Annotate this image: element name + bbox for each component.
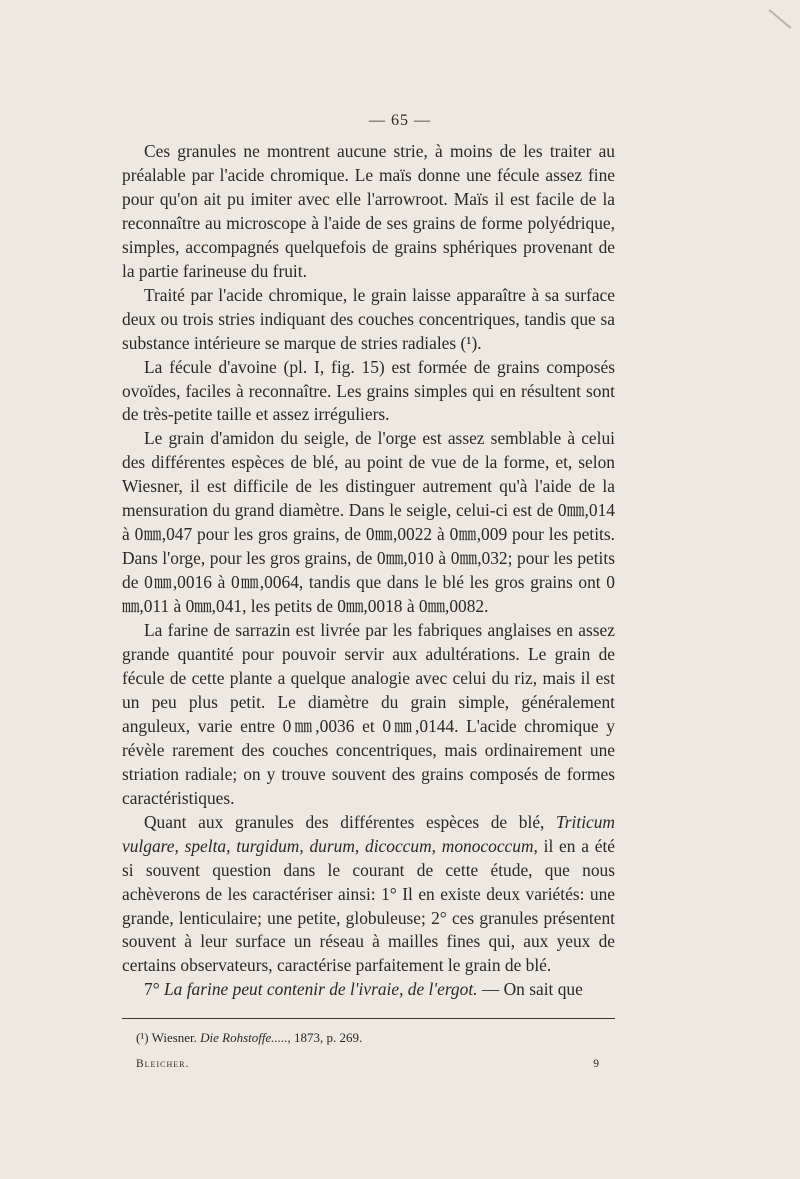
section-title: La farine peut contenir de l'ivraie, de l'ergot. [164,979,478,1000]
body-text [122,140,615,1002]
page-number: — 65 — [369,112,431,129]
species-names: Triticum vulgare, spelta, turgidum, durum, dicoccum, monococcum, [122,811,615,856]
footnote-author: Wiesner. [148,1030,201,1045]
signature-name: Bleicher. [136,1058,190,1070]
footnote-details: , 1873, p. 269. [287,1030,363,1045]
paragraph-7 [122,978,615,1002]
footnote-work: Die Rohstoffe..... [200,1030,288,1045]
section-number: 7° [144,979,160,1000]
paragraph-6 [122,811,615,979]
paragraph-6-rest: il en a été si souvent question dans le courant de cette étude, que nous achèverons de les caractériser ainsi: 1° Il en existe deux variétés: une grande, lenticulaire; une petite, globuleuse; 2° ces granules présentent souvent à leur surface un réseau à mailles fines qui, aux yeux de certains observateurs, caractérise parfaitement le grain de blé. [122,835,615,976]
paragraph-2: Traité par l'acide chromique, le grain laisse apparaître à sa surface deux ou trois stries indiquant des couches concentriques, tandis que sa substance intérieure se marque de stries radiales (¹). [122,284,615,353]
footnote-divider [122,1018,615,1019]
footnote-marker: (¹) [136,1030,149,1045]
printer-signature [136,1058,600,1070]
signature-sheet-number: 9 [593,1058,600,1070]
paragraph-5: La farine de sarrazin est livrée par les fabriques anglaises en assez grande quantité pour pouvoir servir aux adultérations. Le grain de fécule de cette plante a quelque analogie avec celui du riz, mais il est un peu plus petit. Le diamètre du grain simple, généralement anguleux, varie entre 0㎜,0036 et 0㎜,0144. L'acide chromique y révèle rarement des couches concentriques, mais ordinairement une striation radiale; on y trouve souvent des grains composés de formes caractéristiques. [122,620,615,808]
paragraph-4: Le grain d'amidon du seigle, de l'orge est assez semblable à celui des différentes espèces de blé, au point de vue de la forme, et, selon Wiesner, il est difficile de les distinguer autrement qu'à l'aide de la mensuration du grand diamètre. Dans le seigle, celui-ci est de 0㎜,014 à 0㎜,047 pour les gros grains, de 0㎜,0022 à 0㎜,009 pour les petits. Dans l'orge, pour les gros grains, de 0㎜,010 à 0㎜,032; pour les petits de 0㎜,0016 à 0㎜,0064, tandis que dans le blé les gros grains ont 0㎜,011 à 0㎜,041, les petits de 0㎜,0018 à 0㎜,0082. [122,428,615,617]
footnote [136,1030,596,1046]
paragraph-6-intro: Quant aux granules des différentes espèces de blé, [144,811,557,832]
paragraph-7-rest: — On sait que [477,979,583,1000]
paragraph-1: Ces granules ne montrent aucune strie, à moins de les traiter au préalable par l'acide chromique. Le maïs donne une fécule assez fine pour qu'on ait pu imiter avec elle l'arrowroot. Maïs il est facile de la reconnaître au microscope à l'aide de ses grains de forme polyédrique, simples, accompagnés quelquefois de grains sphériques provenant de la partie farineuse du fruit. [122,141,615,281]
page-corner-mark [769,9,792,29]
paragraph-3: La fécule d'avoine (pl. I, fig. 15) est formée de grains composés ovoïdes, faciles à reconnaître. Les grains simples qui en résultent sont de très-petite taille et assez irréguliers. [122,356,615,425]
